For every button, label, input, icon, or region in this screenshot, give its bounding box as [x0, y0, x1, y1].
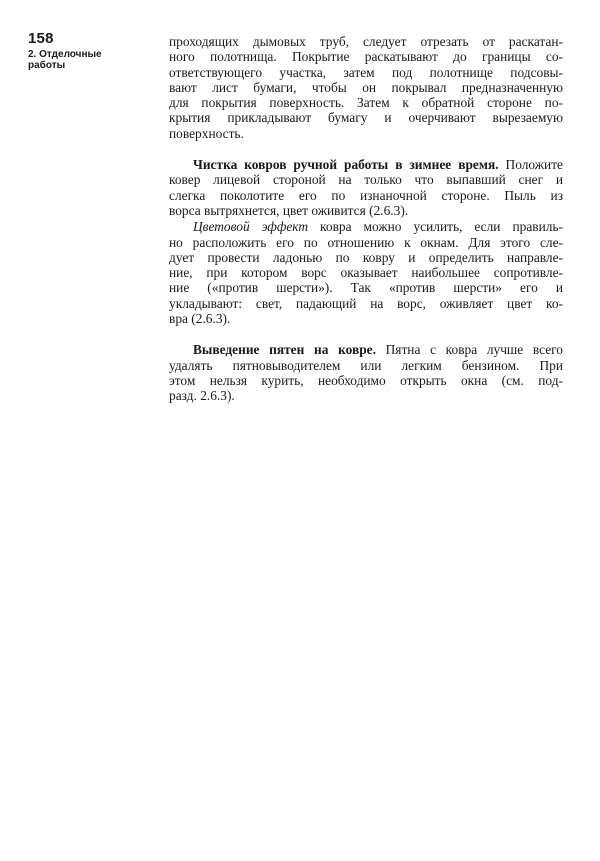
page-number: 158	[28, 30, 54, 47]
text-line: проходящих дымовых труб, следует отрезать от раскатан-	[169, 34, 563, 49]
section-heading: Чистка ковров ручной работы в зимнее время.	[193, 157, 499, 173]
text-line: ного полотнища. Покрытие раскатывают до границы со-	[169, 49, 563, 65]
text-line: поверхность.	[169, 125, 244, 141]
text-line: разд. 2.6.3).	[169, 388, 235, 404]
paragraph-gap	[169, 141, 563, 157]
text-line: удалять пятновыводителем или легким бензином. При	[169, 357, 563, 373]
running-head-line: 2. Отделочные	[28, 49, 102, 60]
running-head	[28, 49, 138, 71]
text-line: ние, при котором ворс оказывает наибольшее сопротивле-	[169, 265, 563, 281]
text-line	[169, 219, 563, 234]
section-heading: Выведение пятен на ковре.	[193, 342, 376, 358]
text-line: укладывают: свет, падающий на ворс, оживляет цвет ко-	[169, 295, 563, 311]
text-line: вра (2.6.3).	[169, 311, 231, 327]
section-stain-removal	[169, 342, 563, 403]
italic-term: Цветовой эффект	[193, 219, 309, 235]
text-run: ковра можно усилить, если правиль-	[308, 219, 563, 235]
text-line	[169, 342, 563, 357]
paragraph-chimney-cutting	[169, 34, 563, 141]
text-line: ворса вытряхнется, цвет оживится (2.6.3).	[169, 202, 409, 218]
text-line: ковер лицевой стороной на только что выпавший снег и	[169, 172, 563, 188]
text-line: слегка поколотите его по изнаночной стороне. Пыль из	[169, 187, 563, 203]
text-line: но расположить его по отношению к окнам. Для этого сле-	[169, 234, 563, 250]
text-line: крытия прикладывают бумагу и очерчивают вырезаемую	[169, 110, 563, 126]
text-line: ние («против шерсти»). Так «против шерсти» его и	[169, 280, 563, 296]
text-line: дует провести ладонью по ковру и определить направле-	[169, 249, 563, 265]
main-text-column	[169, 34, 563, 404]
text-line: для покрытия поверхность. Затем к обратной стороне по-	[169, 95, 563, 111]
text-run: Положите	[498, 157, 563, 173]
text-line: вают лист бумаги, чтобы он покрывал предназначенную	[169, 79, 563, 95]
section-winter-cleaning	[169, 157, 563, 218]
text-line: ответствующего участка, затем под полотнище подсовы-	[169, 64, 563, 80]
text-line	[169, 157, 563, 172]
text-run: Пятна с ковра лучше всего	[375, 342, 563, 358]
section-color-effect	[169, 219, 563, 326]
text-line: этом нельзя курить, необходимо открыть окна (см. под-	[169, 372, 563, 388]
running-head-line: работы	[28, 60, 66, 71]
paragraph-gap	[169, 326, 563, 342]
